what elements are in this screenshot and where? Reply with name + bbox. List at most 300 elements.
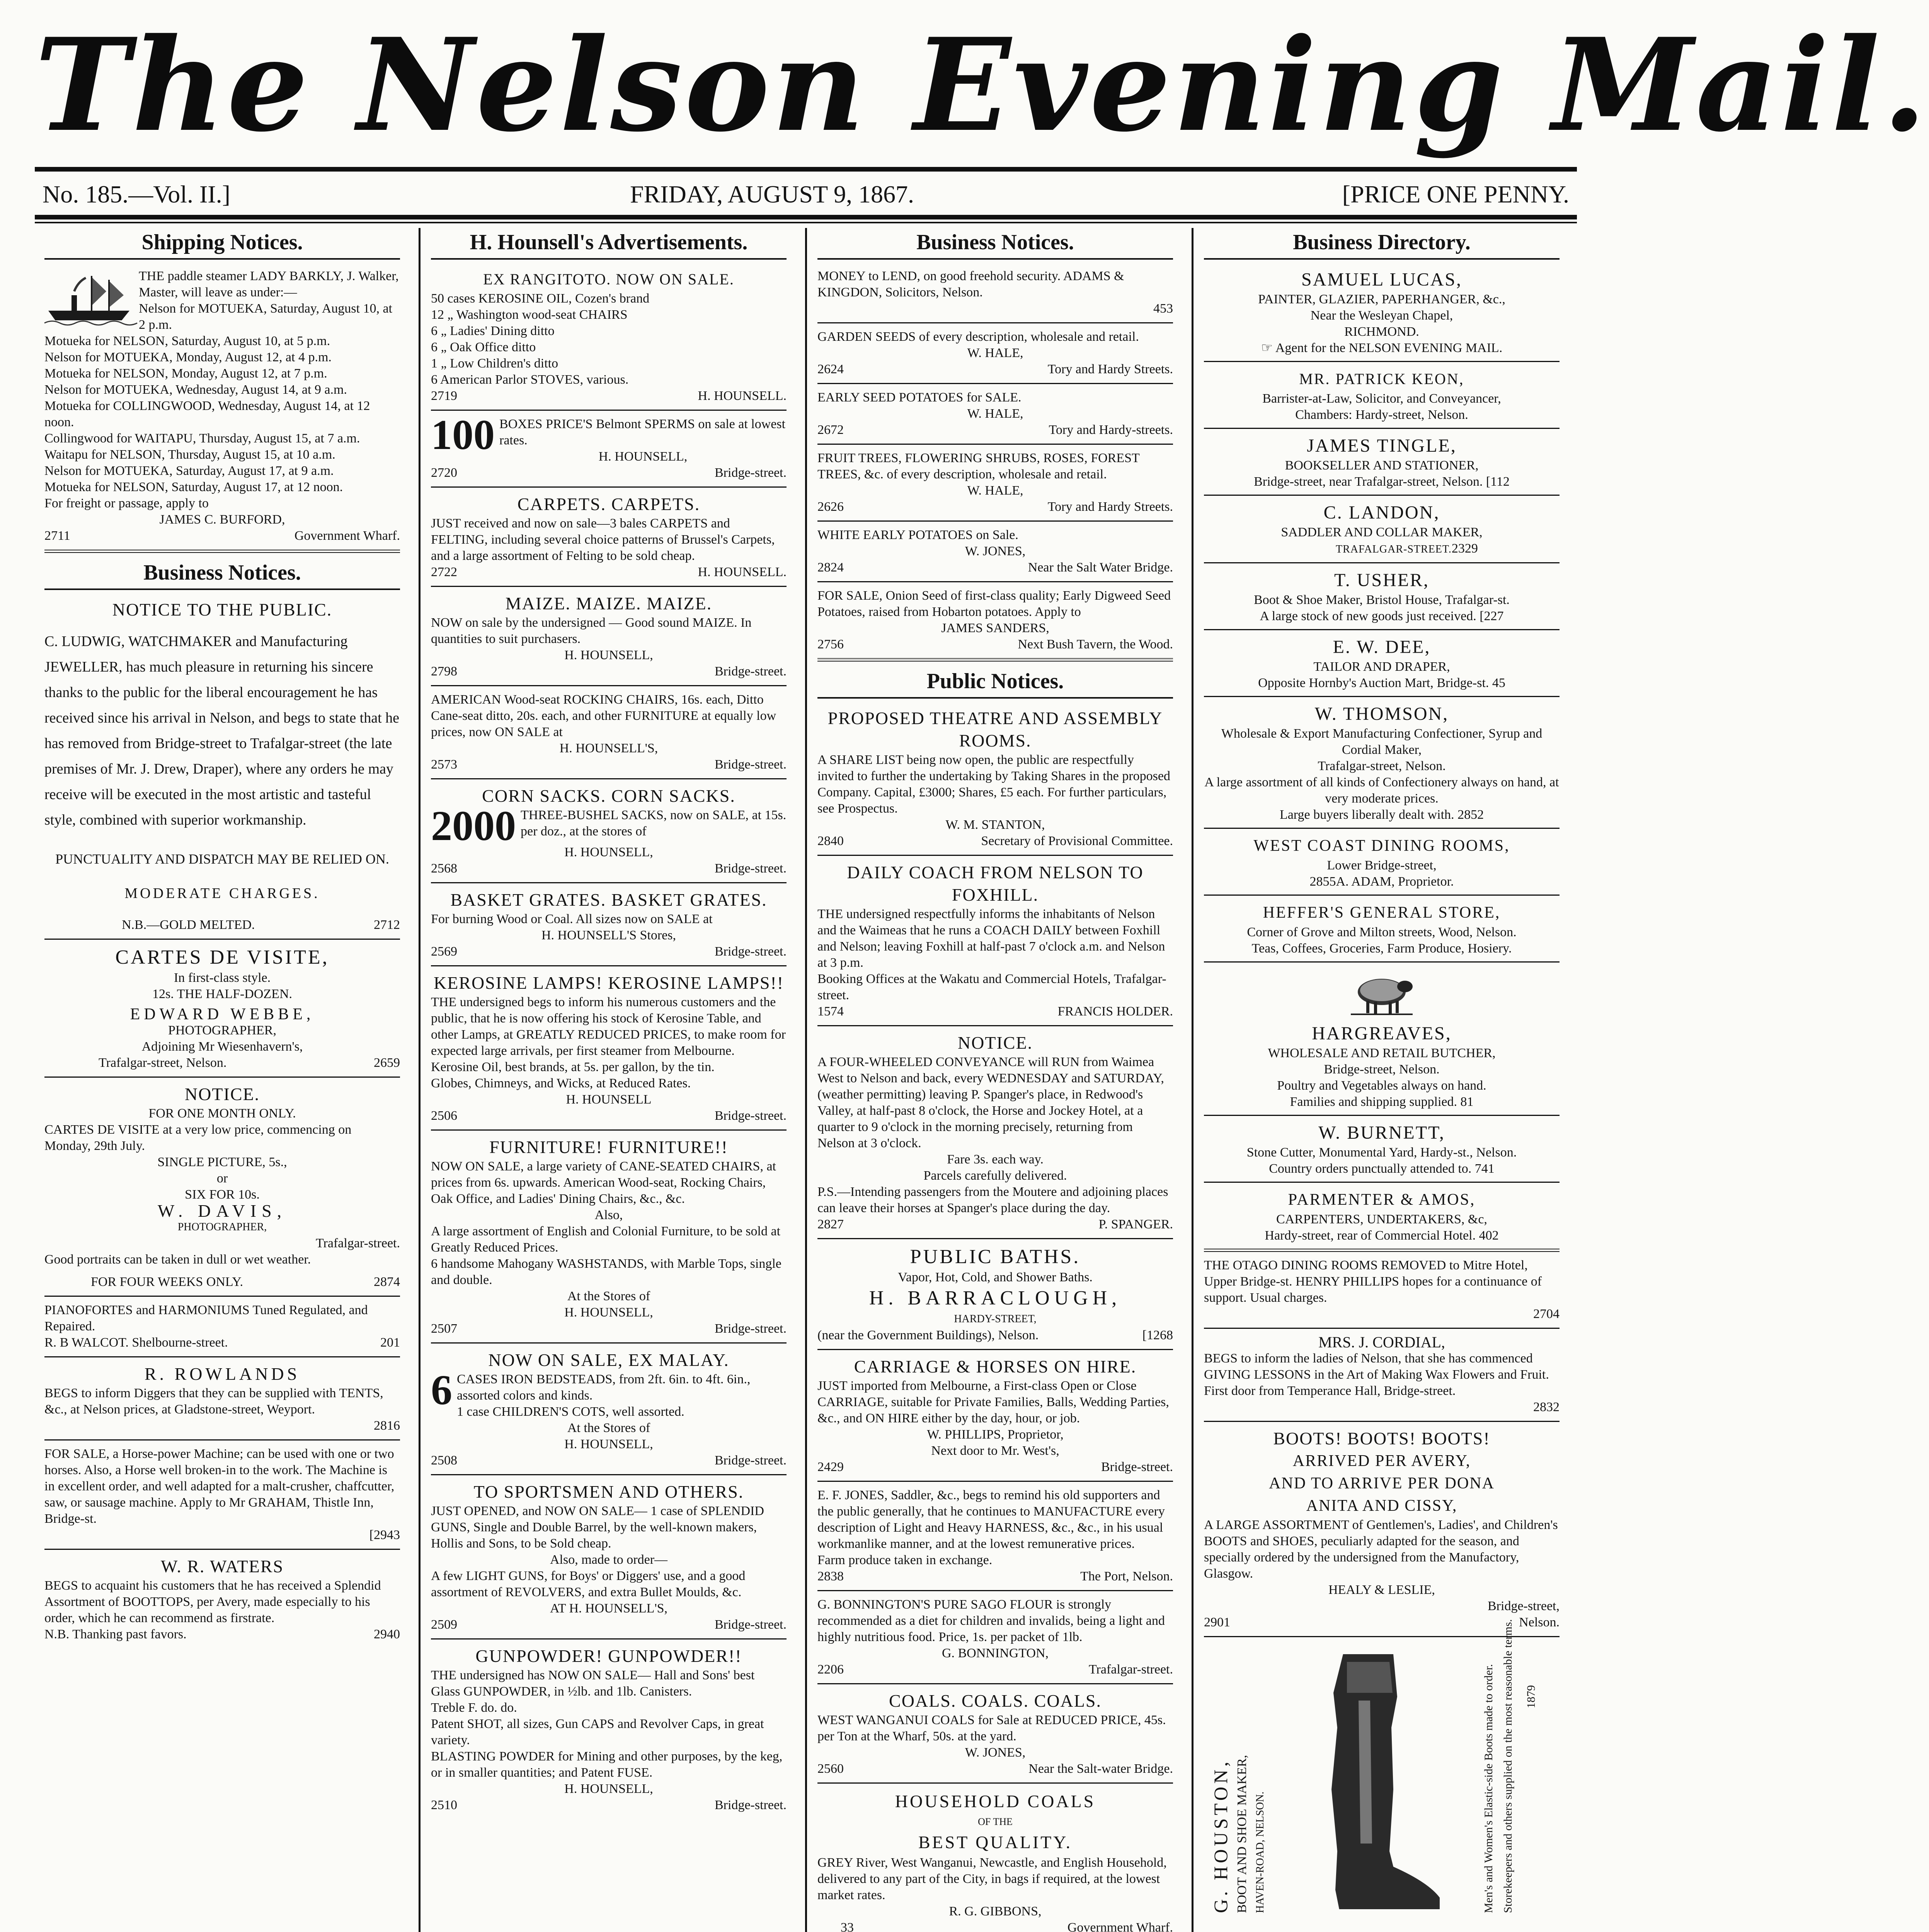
ad-footer [817, 422, 1173, 438]
ad-number: 2568 [431, 861, 457, 876]
steamship-icon [44, 268, 133, 326]
ad-place: Bridge-street. [715, 1453, 787, 1468]
ad-place: Bridge-street. [715, 664, 787, 679]
ad-place: Government Wharf. [294, 529, 400, 543]
ad-number: 2816 [374, 1418, 400, 1433]
ad-signature: P. SPANGER. [1098, 1217, 1173, 1231]
ad-line: PHOTOGRAPHER, [177, 1221, 267, 1233]
ad-title: BASKET GRATES. BASKET GRATES. [450, 890, 767, 910]
ad-line: 6 American Parlor STOVES, various. [431, 372, 629, 387]
entry-name: HEFFER'S GENERAL STORE, [1263, 904, 1501, 922]
ad-place: Nelson. [1519, 1615, 1560, 1629]
ad-body: CARTES DE VISITE at a very low price, commencing on Monday, 29th July. [44, 1122, 352, 1153]
ad-number: 2429 [817, 1460, 844, 1474]
divider [44, 939, 400, 940]
ad-number: 2756 [817, 637, 844, 651]
divider [817, 322, 1173, 323]
ad-line: ANITA AND CISSY, [1306, 1497, 1457, 1515]
masthead-rule [35, 167, 1577, 172]
ad-signature: W. HALE, [967, 346, 1023, 360]
section-heading: Public Notices. [817, 667, 1173, 699]
ad-signature: H. HOUNSELL, [598, 449, 688, 464]
ad-number: 1574 [817, 1004, 844, 1019]
divider [44, 1439, 400, 1440]
directory-entry [1204, 1188, 1560, 1244]
entry-name: T. USHER, [1334, 570, 1430, 590]
ad-line: FOR FOUR WEEKS ONLY. [91, 1275, 243, 1289]
ad-line: N.B. Thanking past favors. [44, 1627, 187, 1641]
ad-title: MAIZE. MAIZE. MAIZE. [505, 594, 712, 613]
ad-footer [817, 1662, 1173, 1678]
divider [1204, 495, 1560, 496]
ad-line: 50 cases KEROSINE OIL, Cozen's brand [431, 291, 650, 306]
ad-body: PIANOFORTES and HARMONIUMS Tuned Regulated, and Repaired. [44, 1303, 368, 1333]
directory-entry [1204, 1121, 1560, 1177]
ad-place: Near the Salt-water Bridge. [1028, 1762, 1173, 1776]
divider [1204, 1328, 1560, 1329]
ad-title: NOTICE TO THE PUBLIC. [112, 600, 332, 619]
ad-number: 1879 [1525, 1685, 1537, 1708]
entry-line-text: Large buyers liberally dealt with. [1279, 808, 1454, 822]
ad-title: PROPOSED THEATRE AND ASSEMBLY ROOMS. [827, 708, 1163, 750]
ad-footer [431, 663, 787, 680]
ad-line: Also, [594, 1208, 623, 1222]
section-heading: Shipping Notices. [44, 228, 400, 260]
divider [817, 1238, 1173, 1239]
ad-signature: R. G. GIBBONS, [949, 1904, 1042, 1918]
ad-body: FOR SALE, a Horse-power Machine; can be used with one or two horses. Also, a Horse well broken-in to the work. The Machine is in excellent order, and well adapted for a malt-crusher, chaffcutter, saw, or sausage machine. Apply to Mr GRAHAM, Thistle Inn, Bridge-st. [44, 1447, 395, 1526]
masthead [35, 10, 1929, 162]
ad-body: A few LIGHT GUNS, for Boys' or Diggers' use, and a good assortment of REVOLVERS, and extra Bullet Moulds, &c. [431, 1569, 746, 1599]
ad-signature: W. HALE, [967, 406, 1023, 421]
ad-footer [817, 1568, 1173, 1585]
boot-icon [1301, 1650, 1447, 1921]
entry-line-text: Country orders punctually attended to. [1269, 1162, 1472, 1176]
divider [1204, 629, 1560, 630]
boots-ad [1204, 1427, 1560, 1631]
entry-line: A large assortment of all kinds of Confectionery always on hand, at very moderate prices. [1204, 775, 1559, 806]
ad-signature: FRANCIS HOLDER. [1057, 1004, 1173, 1019]
entry-line: Corner of Grove and Milton streets, Wood, Nelson. [1247, 925, 1517, 939]
entry-line: TAILOR AND DRAPER, [1313, 660, 1450, 674]
ad-line: Trafalgar-street. [315, 1236, 400, 1250]
entry-line [1204, 675, 1560, 691]
ad-signature: H. HOUNSELL. [698, 565, 787, 579]
ad-signature: H. HOUNSELL, [564, 648, 653, 662]
ad-line: Treble F. do. do. [431, 1701, 517, 1715]
ad-body: Booking Offices at the Wakatu and Commercial Hotels, Trafalgar-street. [817, 972, 1166, 1002]
divider [431, 965, 787, 966]
ad-body: THE undersigned respectfully informs the inhabitants of Nelson and the Waimeas that he runs a COACH DAILY between Foxhill and Nelson; leaving Foxhill at half-past 7 o'clock a.m. and Nelson at 3 p.m. [817, 907, 1165, 970]
divider [817, 1590, 1173, 1591]
column-2 [431, 228, 787, 1932]
ad-place: Bridge-street. [1101, 1460, 1173, 1474]
ad-title: TO SPORTSMEN AND OTHERS. [473, 1482, 744, 1502]
entry-line-text: Bridge-street, near Trafalgar-street, Nelson. [1254, 474, 1483, 489]
ad-number: 2722 [431, 565, 457, 579]
dateline-rule-thin [35, 222, 1577, 223]
pointing-hand-icon: ☞ [1261, 341, 1275, 355]
ad-number: 2720 [431, 466, 457, 480]
rowlands-ad [44, 1363, 400, 1434]
entry-line [1204, 1161, 1560, 1177]
ad-body: BLASTING POWDER for Mining and other purposes, by the keg, or in smaller quantities; and Patent FUSE. [431, 1749, 783, 1780]
entry-line: PAINTER, GLAZIER, PAPERHANGER, &c., [1258, 292, 1505, 306]
entry-line: TRAFALGAR-STREET. [1336, 543, 1452, 555]
entry-line: Trafalgar-street, Nelson. [1318, 759, 1446, 773]
ad-line: 12s. THE HALF-DOZEN. [152, 987, 292, 1001]
grates-ad [431, 889, 787, 960]
ad-signature: JAMES C. BURFORD, [159, 512, 285, 527]
ad-title: COALS. COALS. COALS. [889, 1691, 1102, 1711]
ad-number: 2901 [1204, 1615, 1230, 1629]
ad-big-number: 6 [431, 1366, 452, 1413]
entry-line-text: A large stock of new goods just received. [1260, 609, 1476, 623]
ad-place: Tory and Hardy Streets. [1047, 362, 1173, 376]
entry-line-text: Families and shipping supplied. [1290, 1095, 1457, 1109]
divider [817, 855, 1173, 856]
entry-name: SAMUEL LUCAS, [1301, 269, 1462, 290]
sailing-line: Waitapu for NELSON, Thursday, August 15, at 10 a.m. [44, 447, 335, 462]
lamps-ad [431, 972, 787, 1124]
ad-body: GREY River, West Wanganui, Newcastle, and English Household, delivered to any part of the City, in bags if required, at the lowest market rates. [817, 1855, 1167, 1902]
ad-line: Good portraits can be taken in dull or wet weather. [44, 1252, 311, 1267]
ad-signature: R. B WALCOT. Shelbourne-street. [44, 1335, 228, 1350]
divider [431, 586, 787, 587]
ad-big-number: 2000 [431, 802, 516, 849]
sacks-ad [431, 785, 787, 877]
ad-body: Patent SHOT, all sizes, Gun CAPS and Revolver Caps, in great variety. [431, 1717, 764, 1747]
ad-signature: W. PHILLIPS, Proprietor, [927, 1427, 1064, 1442]
theatre-notice [817, 707, 1173, 849]
ad-title: CARRIAGE & HORSES ON HIRE. [854, 1357, 1137, 1376]
entry-name: C. LANDON, [1323, 502, 1440, 523]
ad-footer [431, 861, 787, 877]
ad-footer [431, 1108, 787, 1124]
waters-ad [44, 1555, 400, 1643]
sailing-line: Motueka for NELSON, Saturday, August 17, at 12 noon. [44, 480, 343, 494]
carriage-ad [817, 1355, 1173, 1475]
entry-line [1204, 1094, 1560, 1110]
ad-number: 2508 [431, 1453, 457, 1468]
entry-line: Boot & Shoe Maker, Bristol House, Trafalgar-st. [1254, 593, 1510, 607]
entry-name: WEST COAST DINING ROOMS, [1253, 837, 1510, 855]
ad-place: Secretary of Provisional Committee. [981, 834, 1173, 848]
ad-body: For burning Wood or Coal. All sizes now on SALE at [431, 912, 713, 926]
ad-footer [817, 1459, 1173, 1475]
ad-body: A large assortment of English and Colonial Furniture, to be sold at Greatly Reduced Prices. [431, 1224, 781, 1255]
ad-line: SINGLE PICTURE, 5s., [157, 1155, 287, 1169]
entry-name: JAMES TINGLE, [1307, 435, 1457, 456]
ad-number: [1268 [1142, 1328, 1173, 1342]
entry-line [1204, 608, 1560, 624]
directory-entry [1204, 968, 1560, 1110]
ad-line: Trafalgar-street, Nelson. [99, 1056, 227, 1070]
ad-number: 2719 [431, 389, 457, 403]
ad-line: HAVEN-ROAD, NELSON. [1254, 1791, 1266, 1913]
ad-line: ARRIVED PER AVERY, [1292, 1452, 1471, 1470]
divider [1204, 361, 1560, 362]
carpets-ad [431, 493, 787, 580]
ad-footer [44, 1055, 400, 1071]
ad-body: BOXES PRICE'S Belmont SPERMS on sale at lowest rates. [499, 417, 786, 447]
ad-signature: W. HALE, [967, 483, 1023, 498]
ad-body: BEGS to acquaint his customers that he has received a Splendid Assortment of BOOTTOPS, per Avery, made especially to his order, which he can recommend as firstrate. [44, 1578, 381, 1625]
ad-signature: H. HOUNSELL, [564, 1782, 653, 1796]
ad-signature: W. JONES, [965, 1745, 1026, 1760]
issue-number: No. 185.—Vol. II.] [43, 180, 230, 208]
issue-date: FRIDAY, AUGUST 9, 1867. [630, 180, 914, 208]
ad-place: Bridge-street. [715, 1321, 787, 1336]
entry-line: Wholesale & Export Manufacturing Confectioner, Syrup and Cordial Maker, [1221, 726, 1543, 757]
divider [431, 882, 787, 883]
ad-body: A SHARE LIST being now open, the public are respectfully invited to further the undertaking by Taking Shares in the proposed Company. Capital, £3000; Shares, £5 each. For further particulars, see Prospectus. [817, 753, 1170, 816]
ad-line: Also, made to order— [550, 1553, 668, 1567]
ad-title: CARTES DE VISITE, [115, 946, 329, 968]
ad-number: 2672 [817, 423, 844, 437]
divider [817, 1782, 1173, 1784]
ad-line: Storekeepers and others supplied on the most reasonable terms. [1502, 1619, 1514, 1913]
ad-footer [431, 944, 787, 960]
ad-body: NOW ON SALE, a large variety of CANE-SEATED CHAIRS, at prices from 6s. upwards. American Wood-seat, Rocking Chairs, Oak Office, and Ladies' Dining Chairs, &c., &c. [431, 1159, 776, 1206]
ad-body: FOR SALE, Onion Seed of first-class quality; Early Digweed Seed Potatoes, raised from Hobarton potatoes. Apply to [817, 588, 1171, 619]
divider [817, 1481, 1173, 1482]
entry-line-text: Opposite Hornby's Auction Mart, Bridge-st. [1258, 676, 1489, 690]
entry-name: MR. PATRICK KEON, [1299, 370, 1464, 388]
sperms-ad [431, 411, 787, 481]
ad-place: Bridge-street. [715, 944, 787, 959]
sailing-line: Nelson for MOTUEKA, Saturday, August 17, at 9 a.m. [44, 464, 334, 478]
ad-title: NOTICE. [957, 1033, 1033, 1053]
ad-place: Bridge-street. [715, 757, 787, 772]
ad-line: Bridge-street, [1488, 1599, 1560, 1613]
divider [431, 778, 787, 779]
directory-entry [1204, 268, 1560, 356]
ad-place: Government Wharf. [1067, 1920, 1173, 1932]
sheep-icon [1343, 968, 1420, 1018]
seed-potatoes-ad [817, 389, 1173, 438]
ad-signature: H. HOUNSELL [566, 1092, 652, 1107]
ad-number: 453 [1153, 301, 1173, 316]
ad-place: Bridge-street. [715, 1798, 787, 1812]
ad-line: MODERATE CHARGES. [124, 885, 320, 901]
ad-title: FURNITURE! FURNITURE!! [489, 1137, 728, 1157]
entry-name: HARGREAVES, [1312, 1023, 1452, 1044]
ad-place: Trafalgar-street. [1088, 1662, 1173, 1677]
divider [431, 486, 787, 488]
divider [817, 444, 1173, 445]
ad-signature: HEALY & LESLIE, [1328, 1583, 1435, 1597]
ad-number: 2560 [817, 1762, 844, 1776]
ad-body: 1 case CHILDREN'S COTS, well assorted. [457, 1405, 684, 1419]
ad-line: In first-class style. [174, 971, 271, 985]
section-heading: Business Directory. [1204, 228, 1560, 260]
entry-line: Bridge-street, Nelson. [1324, 1062, 1440, 1077]
directory-entry [1204, 834, 1560, 890]
divider [1204, 428, 1560, 429]
ad-name: H. BARRACLOUGH, [869, 1287, 1122, 1309]
sago-ad [817, 1597, 1173, 1678]
ad-number: 201 [380, 1335, 400, 1350]
ad-title: BOOTS! BOOTS! BOOTS! [1273, 1429, 1490, 1448]
entry-line: RICHMOND. [1344, 325, 1419, 339]
ad-big-number: 100 [431, 411, 495, 458]
ad-footer [431, 1617, 787, 1633]
ad-body: THE paddle steamer LADY BARKLY, J. Walker, Master, will leave as under:— [139, 269, 399, 299]
cordial-ad [1204, 1334, 1560, 1415]
ad-footer [431, 564, 787, 580]
ad-line: or [216, 1171, 228, 1185]
baths-notice [817, 1245, 1173, 1344]
ad-line: Vapor, Hot, Cold, and Shower Baths. [898, 1270, 1093, 1284]
ad-number: 2624 [817, 362, 844, 376]
ad-place: Tory and Hardy-streets. [1049, 423, 1173, 437]
ad-signature: H. HOUNSELL, [564, 1437, 653, 1451]
ad-line: At the Stores of [567, 1421, 650, 1435]
divider [1204, 961, 1560, 963]
ad-signature: H. HOUNSELL'S Stores, [541, 928, 676, 942]
ad-footer [817, 1216, 1173, 1233]
ad-place: Near the Salt Water Bridge. [1028, 560, 1173, 575]
ad-line: Farm produce taken in exchange. [817, 1553, 993, 1567]
money-ad [817, 268, 1173, 317]
ad-body: Kerosine Oil, best brands, at 5s. per gallon, by the tin. [431, 1060, 715, 1074]
ad-number: 2506 [431, 1109, 457, 1123]
ad-line: Next door to Mr. West's, [931, 1444, 1059, 1458]
ad-place: Bridge-street. [715, 466, 787, 480]
sailing-line: For freight or passage, apply to [44, 496, 209, 510]
divider [44, 549, 400, 553]
ad-signature: H. HOUNSELL. [698, 389, 787, 403]
ad-line: Fare 3s. each way. [947, 1152, 1044, 1167]
ad-title: PUBLIC BATHS. [910, 1246, 1081, 1268]
ad-name: MRS. J. CORDIAL, [1318, 1333, 1445, 1351]
ad-footer [431, 388, 787, 404]
ad-number: 2704 [1533, 1307, 1560, 1321]
ad-body: JUST received and now on sale—3 bales CARPETS and FELTING, including several choice patterns of Brussel's Carpets, and a large assortment of Felting to be sold cheap. [431, 516, 775, 563]
ad-footer [431, 1797, 787, 1813]
directory-entry [1204, 702, 1560, 823]
ad-line: Parcels carefully delivered. [923, 1168, 1067, 1183]
ad-body: JUST imported from Melbourne, a First-class Open or Close CARRIAGE, suitable for Private Families, Balls, Wedding Parties, &c., and ON HIRE either by the day, hour, or job. [817, 1379, 1169, 1425]
ad-footer [817, 499, 1173, 515]
ad-line: N.B.—GOLD MELTED. [122, 918, 255, 932]
section-heading: Business Notices. [817, 228, 1173, 260]
ad-line: 6 „ Ladies' Dining ditto [431, 324, 555, 338]
ad-body: THE undersigned begs to inform his numerous customers and the public, that he is now offering his stock of Kerosine Table, and other Lamps, at GREATLY REDUCED PRICES, to make room for expected large arrivals, per first steamer from Melbourne. [431, 995, 786, 1058]
ad-body: WEST WANGANUI COALS for Sale at REDUCED PRICE, 45s. per Ton at the Wharf, 50s. at the yard. [817, 1713, 1166, 1743]
chairs-ad [431, 692, 787, 773]
entry-line-text: Agent for the NELSON EVENING MAIL. [1275, 341, 1503, 355]
ad-footer [44, 917, 400, 933]
ad-title: NOW ON SALE, EX MALAY. [488, 1350, 729, 1370]
ad-line: Men's and Women's Elastic-side Boots made to order. [1482, 1664, 1495, 1913]
entry-line: Poultry and Vegetables always on hand. [1277, 1078, 1486, 1093]
furniture-ad [431, 1136, 787, 1337]
ad-signature: G. BONNINGTON, [942, 1646, 1049, 1660]
ad-number: 2711 [44, 529, 70, 543]
divider [1204, 895, 1560, 896]
divider [431, 410, 787, 411]
household-coals-ad [817, 1789, 1173, 1932]
maize-ad [431, 592, 787, 680]
entry-name: PARMENTER & AMOS, [1288, 1191, 1476, 1209]
entry-number: 2852 [1457, 808, 1484, 822]
entry-number: [112 [1486, 474, 1510, 489]
entry-line [1204, 1228, 1560, 1244]
ad-place: Next Bush Tavern, the Wood. [1018, 637, 1173, 651]
ad-body: E. F. JONES, Saddler, &c., begs to remind his old supporters and the public generally, that he continues to MANUFACTURE every description of Light and Heavy HARNESS, &c., &c., in his usual workmanlike manner, and at the lowest remunerative prices. [817, 1488, 1165, 1551]
entry-number: 2855 [1309, 874, 1336, 889]
ad-number: 2510 [431, 1798, 457, 1812]
column-1 [44, 228, 400, 1932]
entry-number: 81 [1460, 1095, 1474, 1109]
ad-footer [817, 1327, 1173, 1344]
ad-footer [44, 528, 400, 544]
saddler-ad [817, 1487, 1173, 1585]
ad-title: HOUSEHOLD COALS [895, 1791, 1096, 1811]
ad-body: AMERICAN Wood-seat ROCKING CHAIRS, 16s. each, Ditto Cane-seat ditto, 20s. each, and other FURNITURE at equally low prices, now ON SALE at [431, 692, 776, 739]
ad-line: 1 „ Low Children's ditto [431, 356, 558, 371]
ad-body: Globes, Chimneys, and Wicks, at Reduced Rates. [431, 1076, 691, 1090]
ad-line: HARDY-STREET, [954, 1313, 1037, 1325]
ad-number: 2206 [817, 1662, 844, 1677]
sailing-line: Motueka for COLLINGWOOD, Wednesday, August 14, at 12 noon. [44, 399, 370, 429]
ad-signature: W. JONES, [965, 544, 1026, 558]
section-heading: H. Hounsell's Advertisements. [431, 228, 787, 260]
ad-number: 2712 [374, 918, 400, 932]
entry-number: 741 [1474, 1162, 1495, 1176]
ad-signature: H. HOUNSELL, [564, 845, 653, 859]
ad-footer [431, 1321, 787, 1337]
ad-body: CASES IRON BEDSTEADS, from 2ft. 6in. to 4ft. 6in., assorted colors and kinds. [457, 1372, 751, 1403]
directory-entry [1204, 367, 1560, 423]
malay-ad [431, 1349, 787, 1469]
divider [817, 383, 1173, 384]
ad-body: BEGS to inform the ladies of Nelson, that she has commenced GIVING LESSONS in the Art of Making Wax Flowers and Fruit. [1204, 1351, 1549, 1382]
ad-body: THE undersigned has NOW ON SALE— Hall and Sons' best Glass GUNPOWDER, in ½lb. and 1lb. Canisters. [431, 1668, 755, 1699]
divider [1204, 1182, 1560, 1183]
ad-line: Adjoining Mr Wiesenhavern's, [141, 1039, 303, 1054]
coals-ad [817, 1690, 1173, 1777]
ad-title: KEROSINE LAMPS! KEROSINE LAMPS!! [433, 973, 784, 993]
ad-title: BEST QUALITY. [918, 1832, 1073, 1852]
column-rule [1192, 228, 1193, 1932]
ad-signature: H. HOUNSELL, [564, 1305, 653, 1320]
ad-title: W. R. WATERS [161, 1556, 284, 1576]
ad-body: FRUIT TREES, FLOWERING SHRUBS, ROSES, FOREST TREES, &c. of every description, wholesale and retail. [817, 451, 1140, 481]
entry-line: A. ADAM, Proprietor. [1336, 874, 1454, 889]
ad-line: AND TO ARRIVE PER DONA [1269, 1475, 1495, 1492]
divider [44, 1549, 400, 1550]
onion-seed-ad [817, 588, 1173, 653]
entry-number: 45 [1492, 676, 1505, 690]
ad-place: Bridge-street. [715, 1617, 787, 1632]
ad-line: PUNCTUALITY AND DISPATCH MAY BE RELIED ON. [55, 851, 389, 867]
divider [1204, 1115, 1560, 1116]
ad-title: NOTICE. [184, 1084, 260, 1104]
divider [431, 1342, 787, 1344]
dateline [43, 177, 1569, 212]
divider [817, 1683, 1173, 1684]
walcot-ad [44, 1302, 400, 1351]
sailing-line: Motueka for NELSON, Monday, August 12, at 7 p.m. [44, 366, 327, 381]
ad-title: DAILY COACH FROM NELSON TO FOXHILL. [847, 862, 1144, 905]
ad-number: 33 [841, 1920, 854, 1932]
conveyance-notice [817, 1032, 1173, 1233]
ad-body: GARDEN SEEDS of every description, wholesale and retail. [817, 330, 1139, 344]
entry-line: Teas, Coffees, Groceries, Farm Produce, Hosiery. [1251, 941, 1512, 956]
